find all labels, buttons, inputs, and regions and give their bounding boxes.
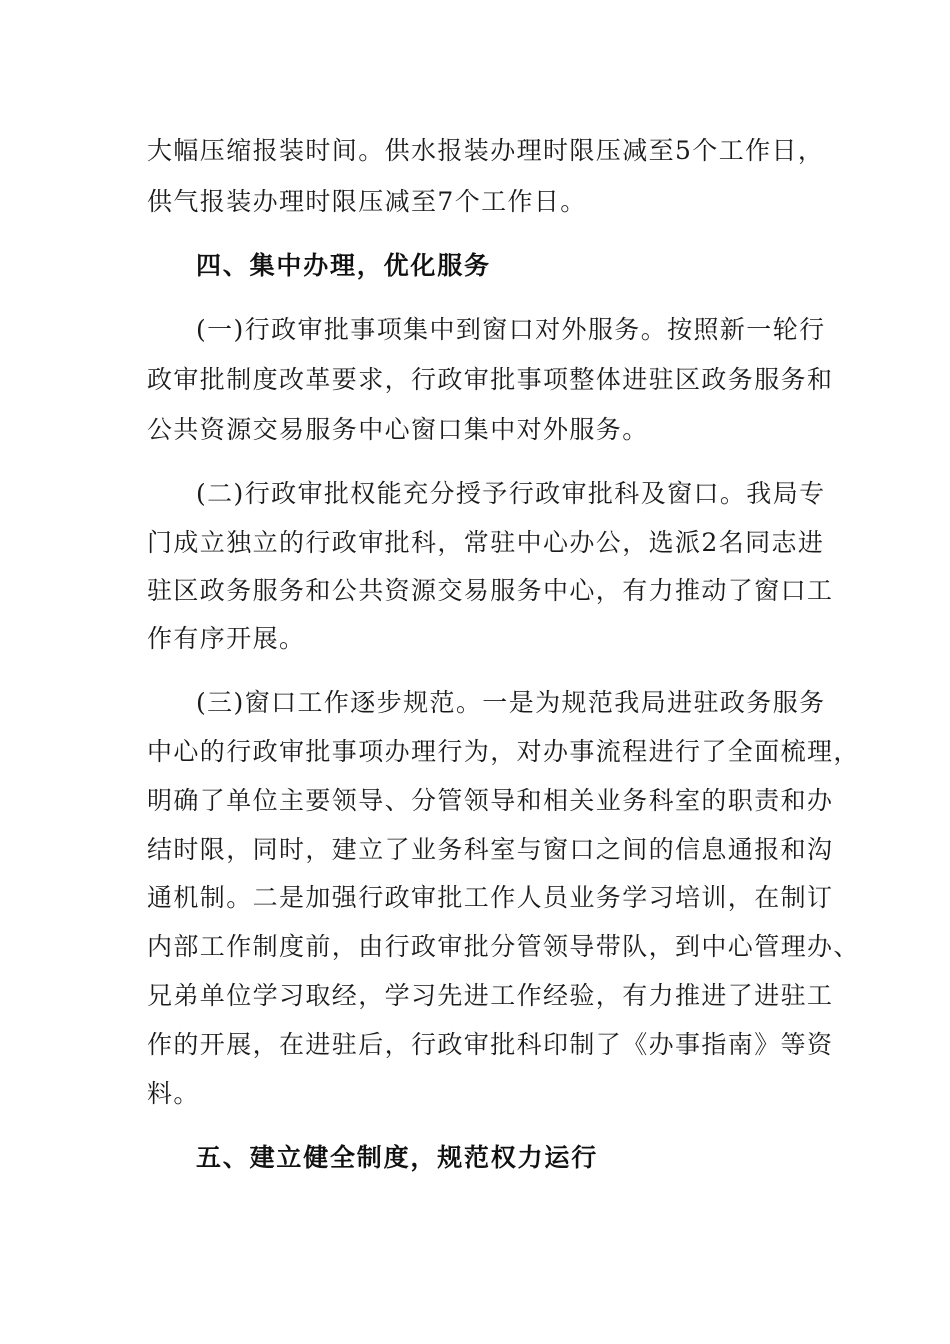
paragraph-first-line: (二)行政审批权能充分授予行政审批科及窗口。我局专 (196, 479, 826, 508)
text-line: 供气报装办理时限压减至7个工作日。 (147, 187, 587, 216)
paragraph-first-line: (三)窗口工作逐步规范。一是为规范我局进驻政务服务 (196, 688, 826, 717)
text-line: 驻区政务服务和公共资源交易服务中心，有力推动了窗口工 (147, 576, 834, 605)
text-line: 通机制。二是加强行政审批工作人员业务学习培训，在制订 (147, 883, 834, 912)
paragraph-first-line: (一)行政审批事项集中到窗口对外服务。按照新一轮行 (196, 315, 826, 344)
text-line: 大幅压缩报装时间。供水报装办理时限压减至5个工作日， (147, 136, 825, 165)
text-line: 门成立独立的行政审批科，常驻中心办公，选派2名同志进 (147, 528, 825, 557)
text-line: 结时限，同时，建立了业务科室与窗口之间的信息通报和沟 (147, 835, 834, 864)
text-line: 作的开展，在进驻后，行政审批科印制了《办事指南》等资 (147, 1030, 834, 1059)
section-heading: 四、集中办理，优化服务 (196, 251, 491, 280)
text-line: 明确了单位主要领导、分管领导和相关业务科室的职责和办 (147, 786, 834, 815)
text-line: 政审批制度改革要求，行政审批事项整体进驻区政务服务和 (147, 365, 834, 394)
text-line: 料。 (147, 1079, 200, 1108)
text-line: 中心的行政审批事项办理行为，对办事流程进行了全面梳理， (147, 737, 860, 766)
text-line: 兄弟单位学习取经，学习先进工作经验，有力推进了进驻工 (147, 981, 834, 1010)
section-heading: 五、建立健全制度，规范权力运行 (196, 1143, 599, 1172)
text-line: 作有序开展。 (147, 624, 306, 653)
text-line: 公共资源交易服务中心窗口集中对外服务。 (147, 415, 649, 444)
text-line: 内部工作制度前，由行政审批分管领导带队，到中心管理办、 (147, 932, 860, 961)
